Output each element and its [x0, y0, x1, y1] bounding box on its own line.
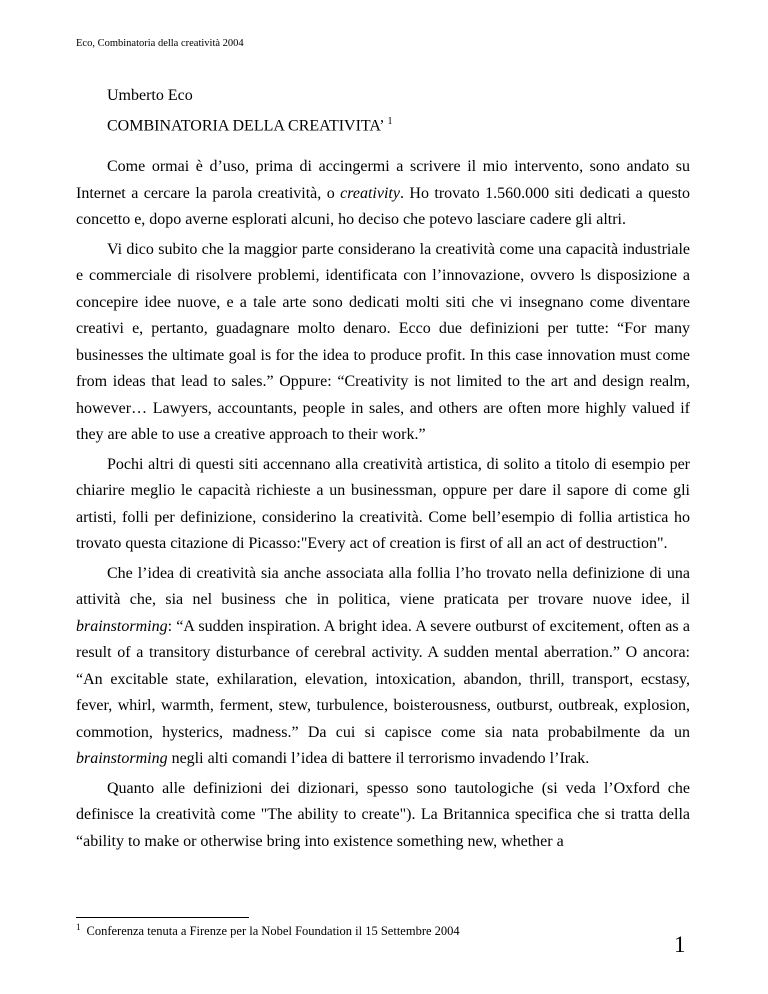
paragraph-4-italic-1: brainstorming: [76, 617, 168, 635]
footnote-number: 1: [76, 922, 81, 932]
paragraph-5: Quanto alle definizioni dei dizionari, spesso sono tautologiche (si veda l’Oxford che definisce la creatività come "The ability to create"). La Britannica specifica che si tratta della “ability to make or otherwise bring into existence something new, whether a: [76, 779, 690, 850]
paragraph-1-italic: creativity: [340, 184, 400, 202]
footnote-text: Conferenza tenuta a Firenze per la Nobel Foundation il 15 Settembre 2004: [86, 924, 460, 939]
page-number: 1: [674, 932, 686, 957]
paragraph-4-italic-2: brainstorming: [76, 750, 168, 767]
footnote-reference: 1: [387, 116, 393, 127]
paragraph-1: [76, 154, 690, 234]
title-block: [107, 83, 393, 139]
author-name: Umberto Eco: [107, 87, 193, 104]
paragraph-1-text-a: Come ormai è d’uso, prima di accingermi a scrivere il mio intervento, sono andato su Internet a cercare la parola creatività, o: [76, 158, 690, 202]
paragraph-4-text-a: Che l’idea di creatività sia anche associata alla follia l’ho trovato nella definizione di una attività che, sia nel business che in politica, viene praticata per trovare nuove idee, il: [76, 564, 690, 608]
paragraph-4-text-c: : “A sudden inspiration. A bright idea. A severe outburst of excitement, often as a result of a transitory disturbance of cerebral activity. A sudden mental aberration.” O ancora: “An excitable state, exhilaration, elevation, intoxication, abandon, thrill, transport, ecstasy, fever, whirl, warmth, ferment, stew, turbulence, boisterousness, outburst, outbreak, explosion, commotion, hysterics, madness.” Da cui si capisce come sia nata probabilmente da un: [76, 617, 690, 741]
body-text: [76, 154, 690, 858]
paragraph-1-text-c: . Ho trovato 1.560.000 siti dedicati a questo concetto e, dopo averne esplorati alcuni, ho deciso che potevo lasciare cadere gli altri.: [76, 184, 691, 228]
footnote: [76, 922, 460, 939]
paragraph-4: [76, 561, 690, 773]
footnote-separator: [76, 917, 249, 918]
paragraph-3: Pochi altri di questi siti accennano alla creatività artistica, di solito a titolo di esempio per chiarire meglio le capacità richieste a un businessman, oppure per dare il sapore di come gli artisti, folli per definizione, considerino la creatività. Come bell’esempio di follia artistica ho trovato questa citazione di Picasso:"Every act of creation is first of all an act of destruction".: [76, 455, 690, 552]
document-title: [107, 109, 393, 139]
paragraph-2: Vi dico subito che la maggior parte considerano la creatività come una capacità industriale e commerciale di risolvere problemi, identificata con l’innovazione, ovvero ls disposizione a concepire idee nuove, e a tale arte sono dedicati molti siti che vi insegnano come diventare creativi e, pertanto, guadagnare molto denaro. Ecco due definizioni per tutte: “For many businesses the ultimate goal is for the idea to produce profit. In this case innovation must come from ideas that lead to sales.” Oppure: “Creativity is not limited to the art and design realm, however… Lawyers, accountants, people in sales, and others are often more highly valued if they are able to use a creative approach to their work.”: [76, 240, 690, 443]
running-header: Eco, Combinatoria della creatività 2004: [76, 38, 244, 49]
paragraph-4-text-e: negli alti comandi l’idea di battere il terrorismo invadendo l’Irak.: [167, 750, 590, 767]
document-title-text: COMBINATORIA DELLA CREATIVITA’: [107, 117, 385, 135]
